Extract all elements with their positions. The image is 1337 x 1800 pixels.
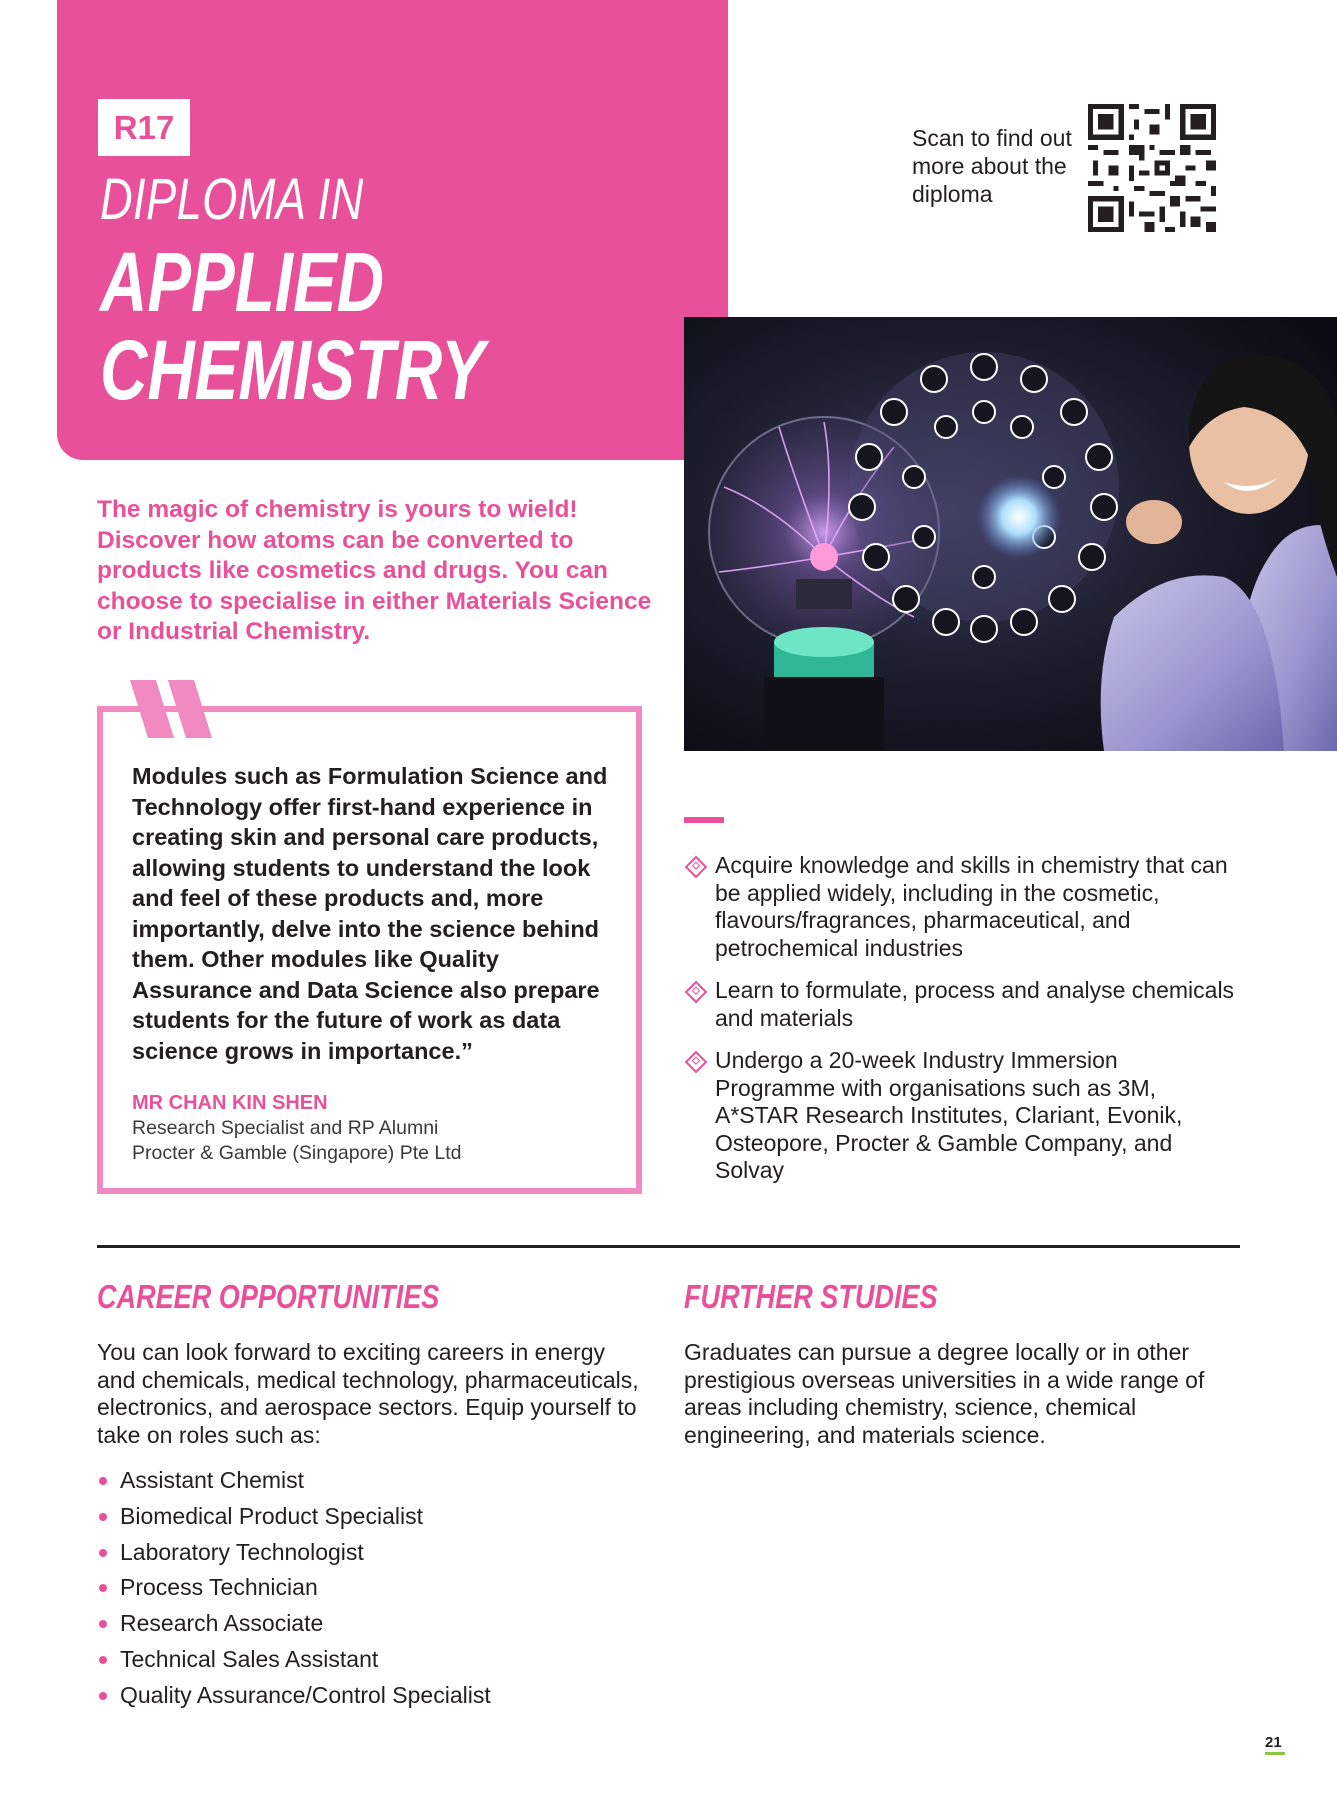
- accent-dash: [684, 817, 724, 823]
- qr-code-icon[interactable]: [1088, 104, 1216, 232]
- section-divider: [97, 1245, 1240, 1248]
- lab-photo: [684, 317, 1337, 751]
- list-item: Acquire knowledge and skills in chemistry that can be applied widely, including in the cosmetic, flavours/fragrances, pharmaceutical, and petrochemical industries: [684, 852, 1244, 962]
- further-studies-heading: FURTHER STUDIES: [684, 1278, 938, 1315]
- further-studies-body: Graduates can pursue a degree locally or in other prestigious overseas universities in a wide range of areas including chemistry, science, chemical engineering, and materials science.: [684, 1339, 1205, 1448]
- title-line-2: CHEMISTRY: [100, 323, 485, 417]
- highlights-list: [684, 852, 1244, 1200]
- list-item: Technical Sales Assistant: [97, 1642, 647, 1678]
- testimonial-name: MR CHAN KIN SHEN: [132, 1092, 328, 1114]
- diamond-bullet-icon: [685, 856, 708, 879]
- testimonial-company: Procter & Gamble (Singapore) Pte Ltd: [132, 1142, 462, 1164]
- quote-mark-icon: [130, 680, 226, 738]
- career-body: You can look forward to exciting careers in energy and chemicals, medical technology, pharmaceuticals, electronics, and aerospace sectors. Equip yourself to take on roles such as:: [97, 1339, 639, 1448]
- page-number: 21: [1265, 1734, 1282, 1751]
- list-item: Learn to formulate, process and analyse chemicals and materials: [684, 977, 1244, 1032]
- career-heading: CAREER OPPORTUNITIES: [97, 1278, 440, 1315]
- testimonial-quote: Modules such as Formulation Science and Technology offer first-hand experience in creating skin and personal care products, allowing students to understand the look and feel of these products and, more importantly, delve into the science behind them. Other modules like Quality Assurance and Data Science also prepare students for the future of work as data science grows in importance.”: [132, 763, 608, 1064]
- course-code-badge: R17: [98, 99, 190, 156]
- diamond-bullet-icon: [685, 981, 708, 1004]
- title-prefix: DIPLOMA IN: [100, 167, 364, 232]
- list-item: Research Associate: [97, 1606, 647, 1642]
- testimonial-role: Research Specialist and RP Alumni: [132, 1117, 439, 1139]
- list-item: Biomedical Product Specialist: [97, 1499, 647, 1535]
- list-item: Assistant Chemist: [97, 1463, 647, 1499]
- qr-caption: Scan to find out more about the diploma: [912, 125, 1072, 207]
- page-number-underline: [1265, 1752, 1285, 1755]
- title-line-1: APPLIED: [100, 235, 384, 329]
- diamond-bullet-icon: [685, 1051, 708, 1074]
- list-item: Laboratory Technologist: [97, 1535, 647, 1571]
- intro-paragraph: The magic of chemistry is yours to wield! Discover how atoms can be converted to products like cosmetics and drugs. You can choose to specialise in either Materials Science or Industrial Chemistry.: [97, 496, 652, 645]
- list-item: Undergo a 20-week Industry Immersion Programme with organisations such as 3M, A*STAR Research Institutes, Clariant, Evonik, Osteopore, Procter & Gamble Company, and Solvay: [684, 1047, 1244, 1185]
- career-roles-list: [97, 1463, 647, 1714]
- list-item: Process Technician: [97, 1570, 647, 1606]
- list-item: Quality Assurance/Control Specialist: [97, 1678, 647, 1714]
